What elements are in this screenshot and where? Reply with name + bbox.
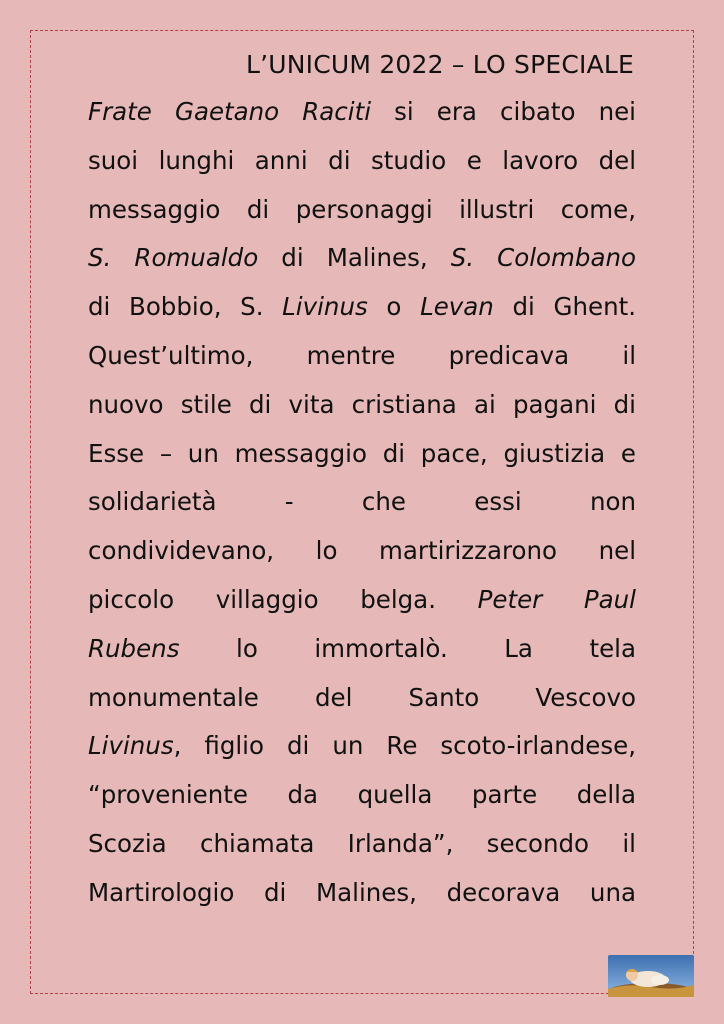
text-segment: solidarietà - che essi non [88,487,636,517]
text-segment: Scozia chiamata Irlanda”, secondo il [88,828,636,858]
text-line [88,430,636,479]
nativity-thumbnail-image [608,955,694,997]
italic-text: Livinus [282,292,368,322]
italic-text: Frate Gaetano Raciti [88,97,371,126]
text-line [88,527,636,576]
text-line [88,820,636,869]
article-paragraph [88,88,636,918]
text-segment: Quest’ultimo, mentre predicava il [88,340,636,370]
text-line [88,771,636,820]
text-segment: monumentale del Santo Vescovo [88,682,636,712]
italic-text: S. Romualdo [88,243,259,273]
text-segment: suoi lunghi anni di studio e lavoro del [88,145,636,175]
text-segment: si era cibato nei [371,97,636,126]
italic-text: Peter Paul [477,584,636,614]
text-segment: lo immortalò. La tela [179,633,636,663]
text-segment: di Ghent. [493,292,637,322]
text-line [88,186,636,235]
text-line [88,674,636,723]
page-header-title: L’UNICUM 2022 – LO SPECIALE [246,50,634,79]
text-line [88,234,636,283]
text-segment: piccolo villaggio belga. [88,584,478,614]
text-line [88,88,636,137]
text-line [88,478,636,527]
text-segment: di Malines, [258,243,451,273]
text-line [88,869,636,918]
text-line [88,576,636,625]
italic-text: Rubens [88,633,180,663]
text-line [88,381,636,430]
text-segment: messaggio di personaggi illustri come, [88,194,636,224]
text-segment: condividevano, lo martirizzarono nel [88,536,636,566]
text-segment: “proveniente da quella parte della [88,780,636,810]
italic-text: S. Colombano [450,243,636,273]
text-segment: o [367,292,421,322]
text-line [88,332,636,381]
text-line [88,283,636,332]
italic-text: Levan [420,292,494,322]
text-line [88,625,636,674]
text-segment: di Bobbio, S. [88,292,283,322]
text-segment: Martirologio di Malines, decorava una [88,877,636,907]
text-line [88,137,636,186]
italic-text: Livinus [88,731,174,761]
text-segment: nuovo stile di vita cristiana ai pagani di [88,389,636,419]
text-segment: , figlio di un Re scoto-irlandese, [173,731,636,761]
text-segment: Esse – un messaggio di pace, giustizia e [88,438,636,468]
text-line [88,722,636,771]
